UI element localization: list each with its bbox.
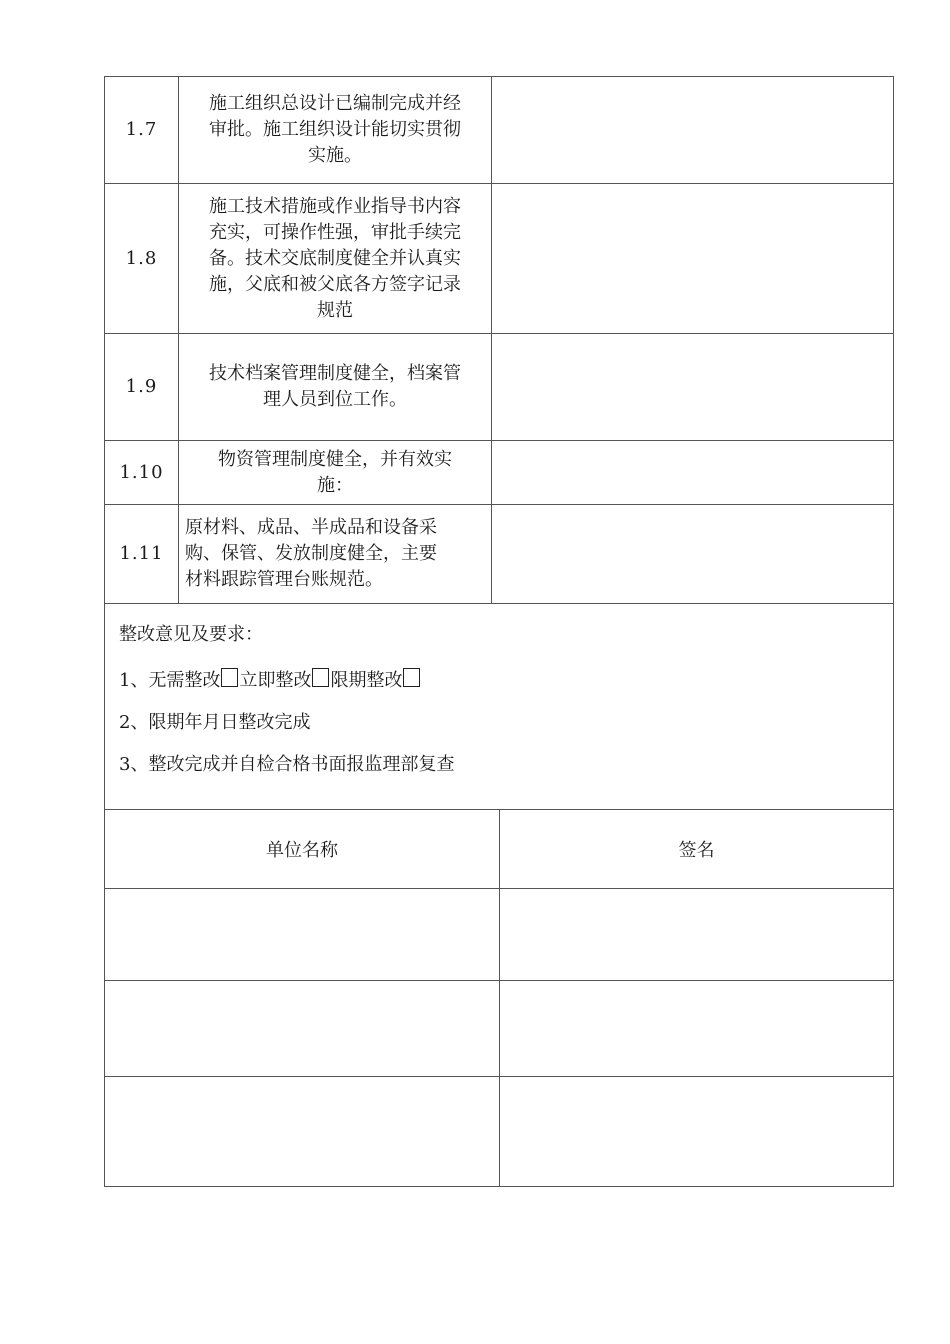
table-row xyxy=(105,77,894,184)
desc-line: 原材料、成品、半成品和设备采 xyxy=(185,517,437,538)
item-result-cell[interactable] xyxy=(492,334,894,441)
table-row xyxy=(105,184,894,334)
item-number: 1.10 xyxy=(105,441,179,505)
inspection-form xyxy=(104,76,894,1187)
item-description xyxy=(179,334,492,441)
checkbox-no-rectification[interactable] xyxy=(221,668,238,687)
option-prefix: 1、 xyxy=(119,670,149,691)
item-number: 1.11 xyxy=(105,505,179,604)
item-number: 1.9 xyxy=(105,334,179,441)
item-description xyxy=(179,441,492,505)
unit-name-cell[interactable] xyxy=(105,980,500,1076)
desc-line: 充实，可操作性强，审批手续完 xyxy=(209,221,461,243)
signature-cell[interactable] xyxy=(500,980,894,1076)
desc-line: 施工技术措施或作业指导书内容 xyxy=(209,195,461,217)
option-label: 立即整改 xyxy=(239,670,312,691)
signature-cell[interactable] xyxy=(500,1076,894,1186)
desc-line: 材料跟踪管理台账规范。 xyxy=(185,569,383,590)
item-result-cell[interactable] xyxy=(492,184,894,334)
desc-line: 规范 xyxy=(317,299,353,321)
signature-row xyxy=(105,980,894,1076)
desc-line: 理人员到位工作。 xyxy=(263,389,407,410)
item-description xyxy=(179,184,492,334)
remarks-line-3: 3、整改完成并自检合格书面报监理部复查 xyxy=(119,754,455,775)
signature-header-row xyxy=(105,810,894,888)
signature-header: 签名 xyxy=(500,810,894,888)
desc-line: 购、保管、发放制度健全，主要 xyxy=(185,543,437,564)
item-result-cell[interactable] xyxy=(492,77,894,184)
desc-line: 实施。 xyxy=(308,145,362,166)
item-description xyxy=(179,505,492,604)
desc-line: 施，父底和被父底各方签字记录 xyxy=(209,273,461,295)
desc-line: 技术档案管理制度健全，档案管 xyxy=(209,363,461,384)
remarks-line-2: 2、限期年月日整改完成 xyxy=(119,712,311,733)
desc-line: 备。技术交底制度健全并认真实 xyxy=(209,247,461,269)
table-row xyxy=(105,334,894,441)
signature-row xyxy=(105,888,894,980)
inspection-items-table xyxy=(104,76,894,604)
signature-row xyxy=(105,1076,894,1186)
item-number: 1.8 xyxy=(105,184,179,334)
signature-cell[interactable] xyxy=(500,888,894,980)
checkbox-immediate-rectification[interactable] xyxy=(312,668,329,687)
signature-table xyxy=(104,810,894,1187)
remarks-heading: 整改意见及要求： xyxy=(119,624,263,645)
item-result-cell[interactable] xyxy=(492,505,894,604)
desc-line: 施： xyxy=(317,474,353,496)
desc-line: 施工组织总设计已编制完成并经 xyxy=(209,93,461,114)
table-row xyxy=(105,441,894,505)
option-label: 无需整改 xyxy=(148,670,221,691)
table-row xyxy=(105,505,894,604)
item-result-cell[interactable] xyxy=(492,441,894,505)
desc-line: 物资管理制度健全，并有效实 xyxy=(218,448,452,470)
item-number: 1.7 xyxy=(105,77,179,184)
rectification-remarks xyxy=(104,604,894,810)
option-label: 限期整改 xyxy=(330,670,403,691)
desc-line: 审批。施工组织设计能切实贯彻 xyxy=(209,119,461,140)
unit-name-cell[interactable] xyxy=(105,1076,500,1186)
item-description xyxy=(179,77,492,184)
unit-name-header: 单位名称 xyxy=(105,810,500,888)
checkbox-deadline-rectification[interactable] xyxy=(403,668,420,687)
rectification-options xyxy=(119,668,893,694)
unit-name-cell[interactable] xyxy=(105,888,500,980)
